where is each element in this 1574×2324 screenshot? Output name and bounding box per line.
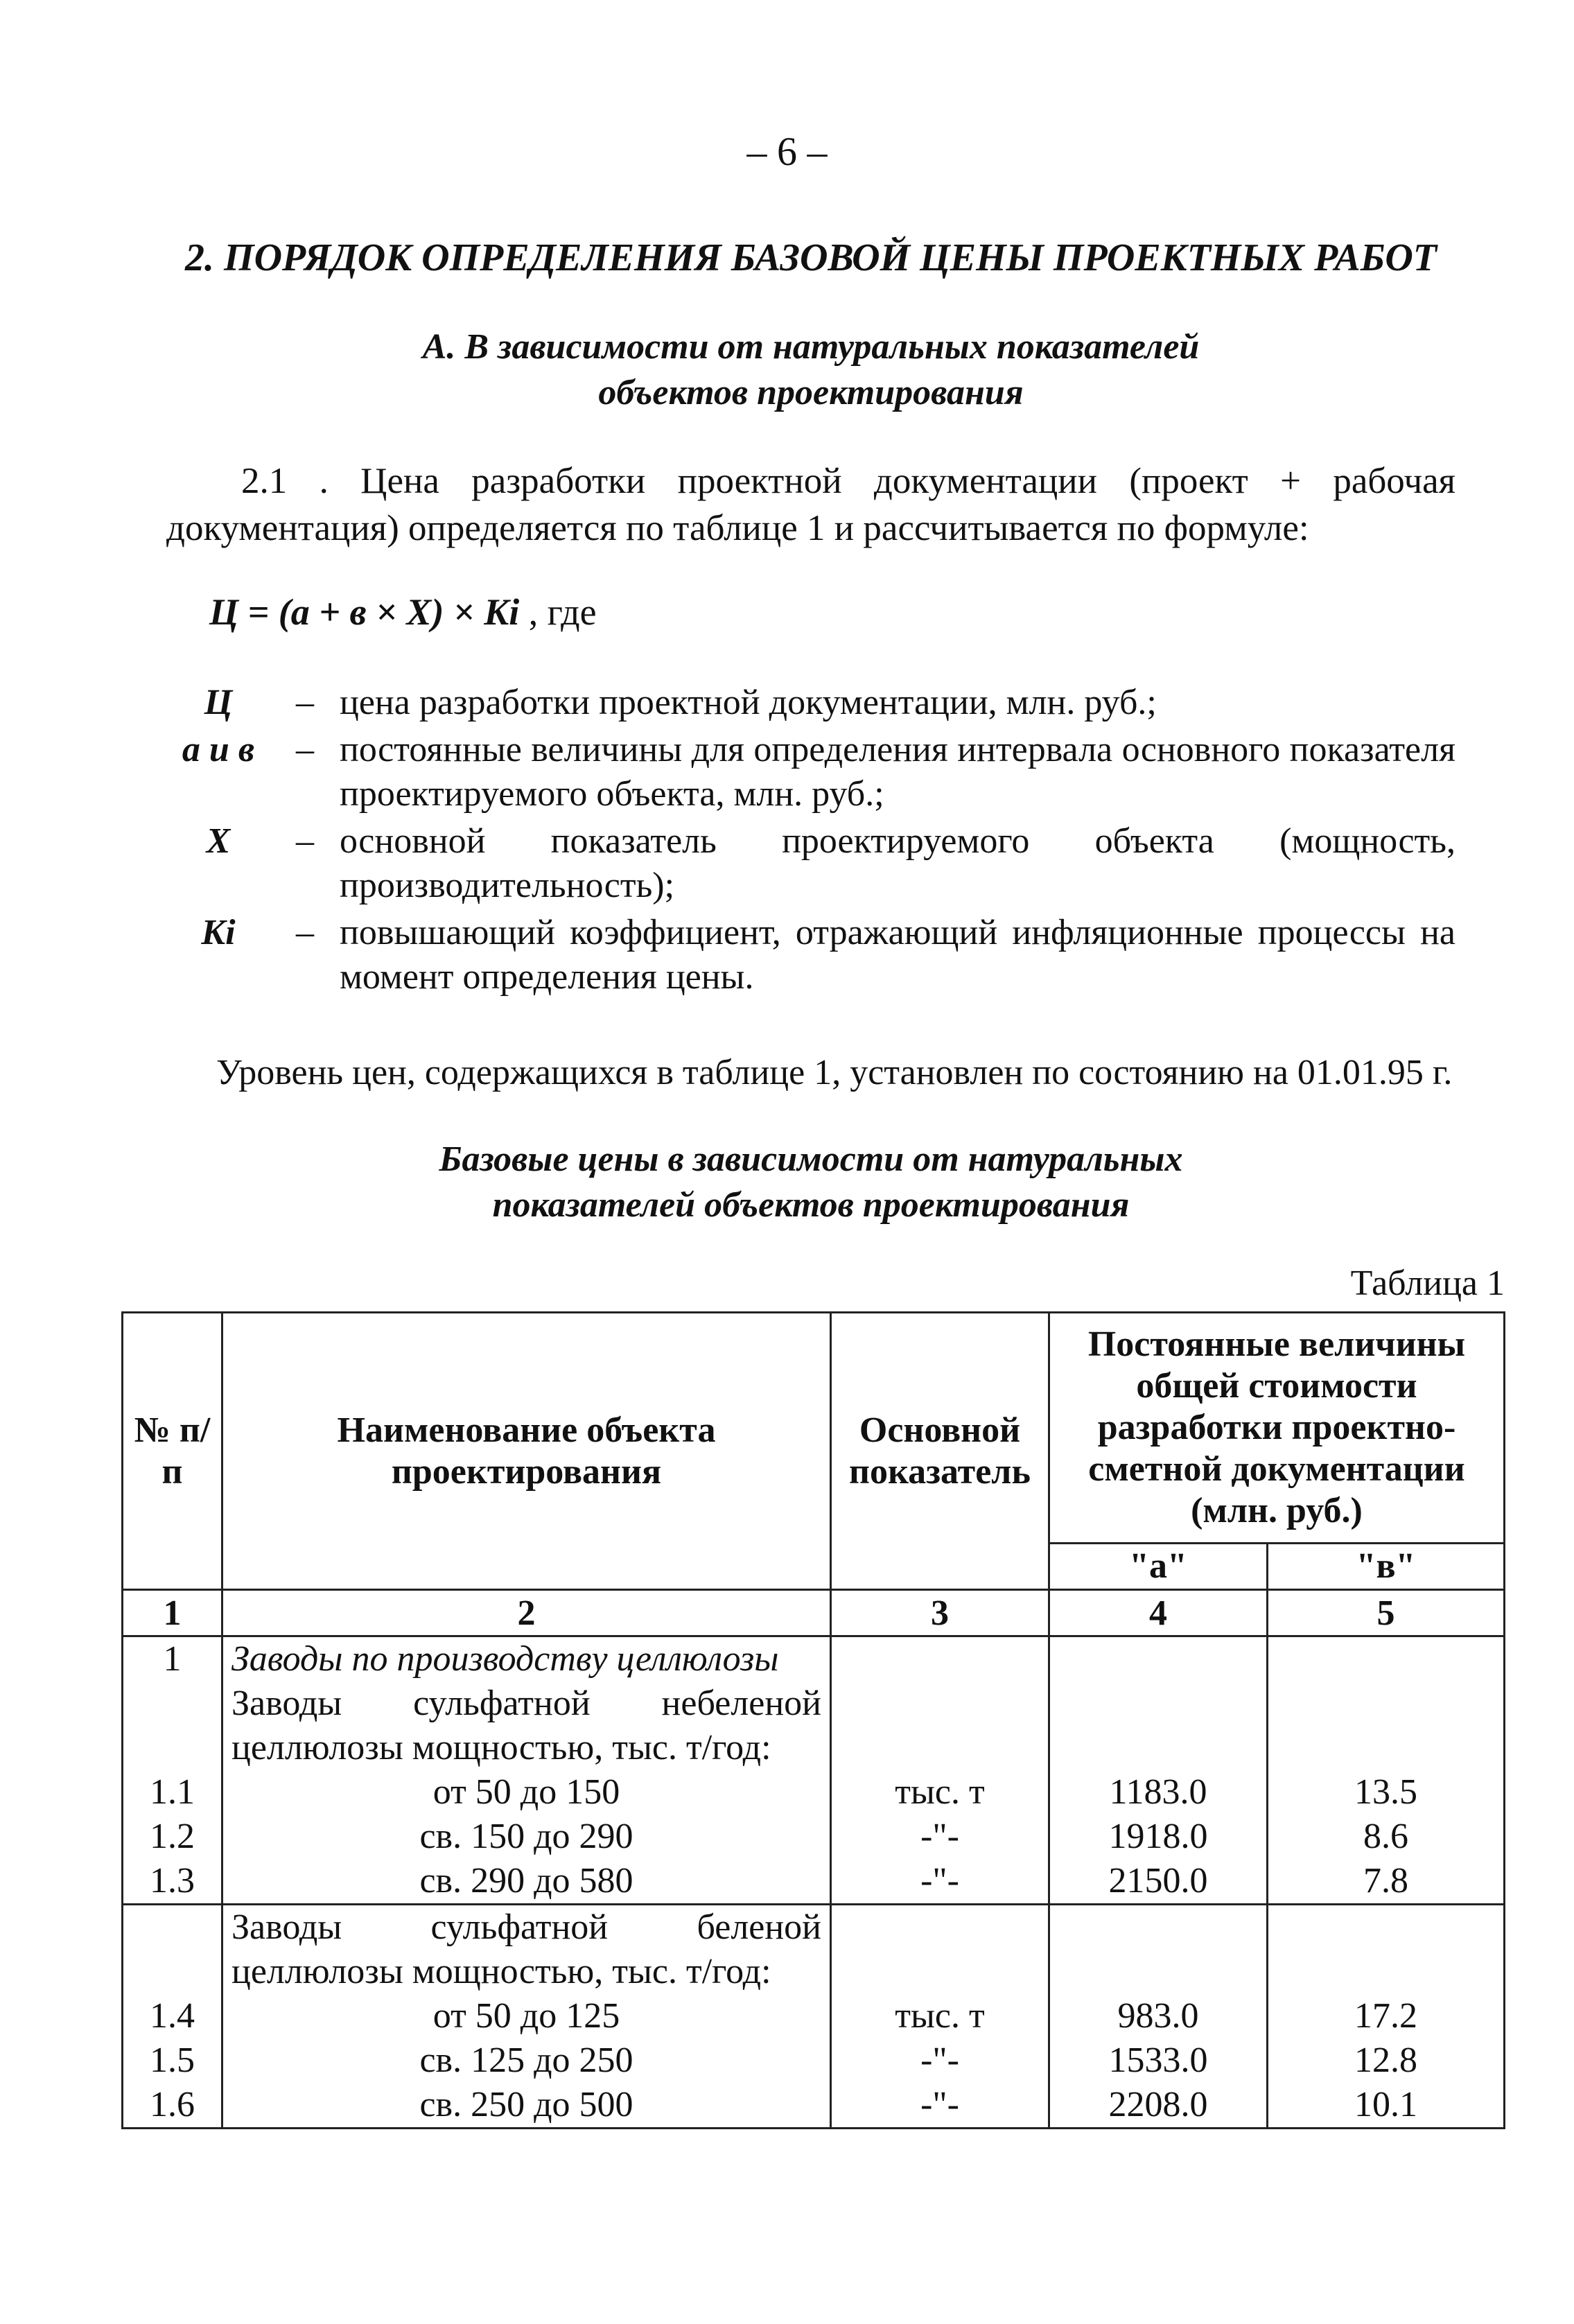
definition-symbol: Х: [206, 821, 231, 861]
group-2-indicator-cell: [831, 1905, 1049, 2129]
row-name: св. 125 до 250: [419, 2041, 633, 2080]
definition-item: [166, 681, 1455, 725]
row-name: от 50 до 125: [432, 1996, 620, 2036]
group-1-num-cell: [123, 1636, 222, 1905]
group-2-name-cell: [222, 1905, 831, 2129]
paragraph-text: 2.1 . Цена разработки проектной документации (проект + рабочая документация) определяется по таблице 1 и рассчитывается по формуле:: [166, 461, 1455, 548]
header-b: "в": [1268, 1544, 1505, 1590]
row-name: св. 150 до 290: [419, 1817, 633, 1856]
table-group-1: [123, 1636, 1505, 1905]
table-group-2: [123, 1905, 1505, 2129]
row-name: св. 290 до 580: [419, 1861, 633, 1901]
row-num: 1.1: [150, 1772, 195, 1812]
definition-item: [166, 819, 1455, 908]
group-num: 1: [163, 1639, 182, 1679]
group-1-b-cell: [1268, 1636, 1505, 1905]
row-num: 1.2: [150, 1817, 195, 1856]
header-indicator: Основной показатель: [831, 1313, 1049, 1590]
definition-symbol: а и в: [182, 730, 255, 769]
row-indicator: -"-: [920, 2085, 959, 2124]
row-num: 1.4: [150, 1996, 195, 2036]
column-number: 4: [1049, 1590, 1268, 1636]
subsection-line-1: А. В зависимости от натуральных показателей: [422, 327, 1200, 367]
row-num: 1.5: [150, 2041, 195, 2080]
definition-text: цена разработки проектной документации, млн. руб.;: [340, 683, 1157, 722]
table-title-line-1: Базовые цены в зависимости от натуральных: [439, 1139, 1183, 1179]
group-subtitle: Заводы сульфатной беленой целлюлозы мощностью, тыс. т/год:: [231, 1907, 821, 1991]
formula-expression: Ц = (а + в × Х) × Ki: [209, 591, 520, 633]
row-indicator: тыс. т: [895, 1772, 985, 1812]
row-b-value: 10.1: [1354, 2085, 1417, 2124]
group-2-num-cell: [123, 1905, 222, 2129]
row-b-value: 8.6: [1363, 1817, 1408, 1856]
definition-text: повышающий коэффициент, отражающий инфляционные процессы на момент определения цены.: [340, 913, 1455, 997]
definition-dash: –: [296, 683, 314, 722]
row-a-value: 2150.0: [1108, 1861, 1208, 1901]
row-a-value: 983.0: [1117, 1996, 1199, 2036]
header-constants: Постоянные величины общей стоимости разработки проектно-сметной документации (млн. руб.): [1049, 1313, 1505, 1544]
row-indicator: -"-: [920, 2041, 959, 2080]
row-num: 1.6: [150, 2085, 195, 2124]
row-b-value: 13.5: [1354, 1772, 1417, 1812]
subsection-line-2: объектов проектирования: [598, 373, 1024, 412]
row-a-value: 1183.0: [1109, 1772, 1207, 1812]
group-2-b-cell: [1268, 1905, 1505, 2129]
base-price-table: [121, 1311, 1505, 2129]
price-level-note: Уровень цен, содержащихся в таблице 1, установлен по состоянию на 01.01.95 г.: [216, 1053, 1453, 1092]
header-a: "а": [1049, 1544, 1268, 1590]
formula-suffix: , где: [519, 591, 597, 633]
table-title-line-2: показателей объектов проектирования: [492, 1185, 1130, 1225]
row-name: от 50 до 150: [432, 1772, 620, 1812]
definition-text: основной показатель проектируемого объекта (мощность, производительность);: [340, 821, 1455, 905]
column-number: 3: [831, 1590, 1049, 1636]
header-num: № п/п: [123, 1313, 222, 1590]
row-indicator: -"-: [920, 1861, 959, 1901]
group-1-a-cell: [1049, 1636, 1268, 1905]
group-1-indicator-cell: [831, 1636, 1049, 1905]
subsection-heading: [166, 324, 1455, 416]
row-a-value: 1533.0: [1108, 2041, 1208, 2080]
row-num: 1.3: [150, 1861, 195, 1901]
definition-symbol: Ц: [204, 683, 233, 722]
definition-text: постоянные величины для определения интервала основного показателя проектируемого объекта, млн. руб.;: [340, 730, 1455, 814]
definition-item: [166, 911, 1455, 999]
definition-dash: –: [296, 730, 314, 769]
definitions-list: [166, 681, 1455, 1002]
row-indicator: тыс. т: [895, 1996, 985, 2036]
table-label: Таблица 1: [1350, 1264, 1505, 1303]
table-header-row: [123, 1313, 1505, 1544]
header-name: Наименование объекта проектирования: [222, 1313, 831, 1590]
row-b-value: 7.8: [1363, 1861, 1408, 1901]
column-number: 2: [222, 1590, 831, 1636]
column-number-row: [123, 1590, 1505, 1636]
group-1-name-cell: [222, 1636, 831, 1905]
row-indicator: -"-: [920, 1817, 959, 1856]
definition-dash: –: [296, 821, 314, 861]
row-a-value: 1918.0: [1108, 1817, 1208, 1856]
table-title: [166, 1137, 1455, 1228]
definition-item: [166, 728, 1455, 816]
definition-symbol: Ki: [201, 913, 236, 952]
group-subtitle: Заводы сульфатной небеленой целлюлозы мощностью, тыс. т/год:: [231, 1684, 821, 1767]
row-a-value: 2208.0: [1108, 2085, 1208, 2124]
formula: [209, 591, 597, 634]
row-name: св. 250 до 500: [419, 2085, 633, 2124]
page-number: – 6 –: [746, 129, 828, 174]
row-b-value: 17.2: [1354, 1996, 1417, 2036]
definition-dash: –: [296, 913, 314, 952]
paragraph-2-1: [166, 457, 1455, 552]
group-2-a-cell: [1049, 1905, 1268, 2129]
section-title: 2. ПОРЯДОК ОПРЕДЕЛЕНИЯ БАЗОВОЙ ЦЕНЫ ПРОЕКТНЫХ РАБОТ: [185, 236, 1437, 279]
row-b-value: 12.8: [1354, 2041, 1417, 2080]
column-number: 1: [123, 1590, 222, 1636]
group-title: Заводы по производству целлюлозы: [231, 1639, 779, 1679]
column-number: 5: [1268, 1590, 1505, 1636]
